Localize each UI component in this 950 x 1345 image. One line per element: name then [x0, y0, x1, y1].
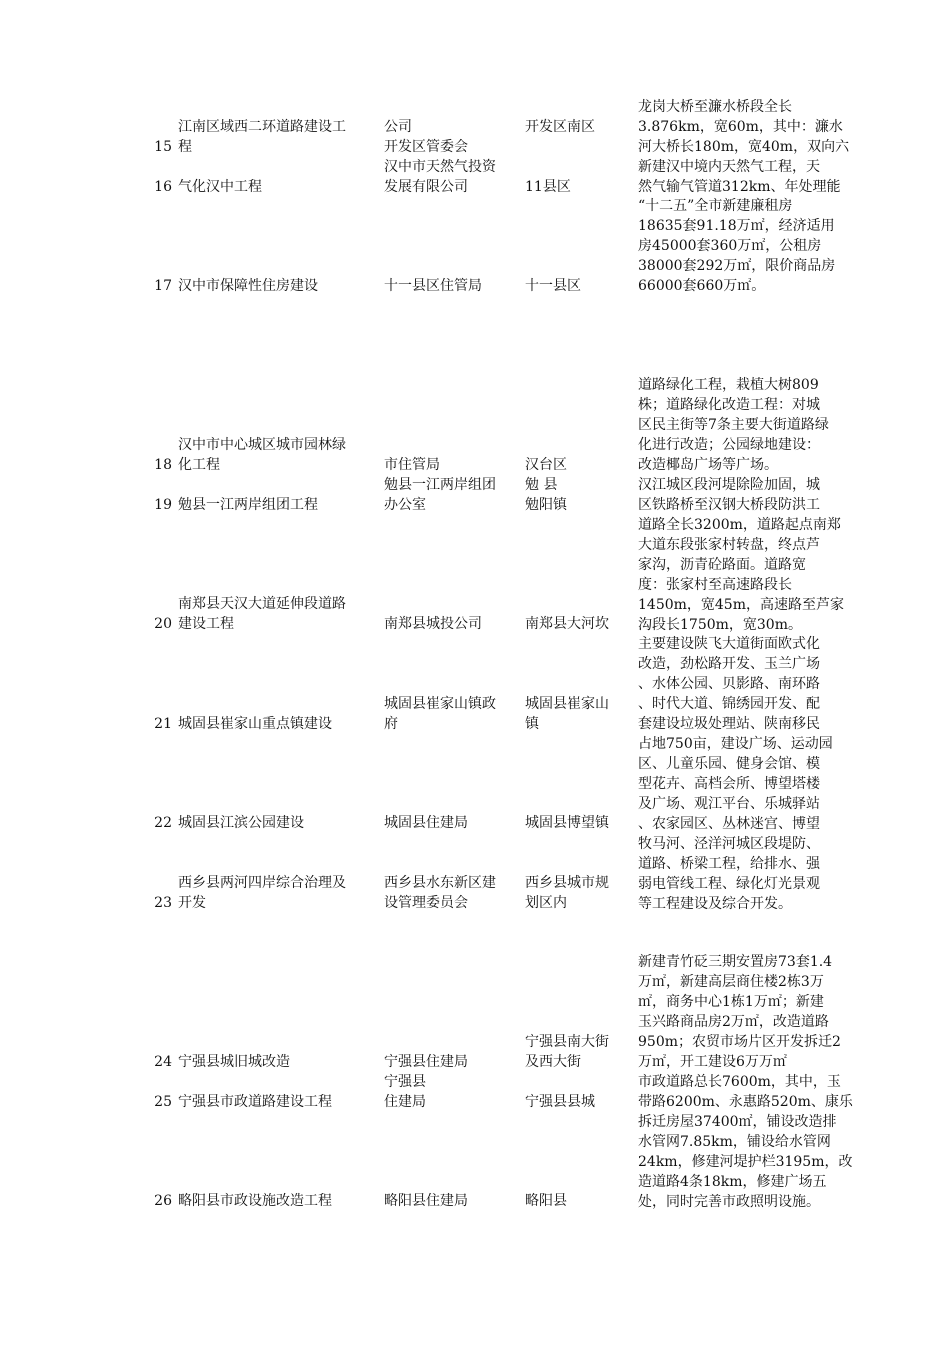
row-number: 22: [154, 815, 172, 831]
project-name: 宁强县市政道路建设工程: [178, 1094, 332, 1110]
description-line: 万㎡，开工建设6万万㎡: [638, 1054, 787, 1070]
project-name: 城固县江滨公园建设: [178, 815, 304, 831]
owner-unit: 略阳县住建局: [384, 1193, 468, 1209]
row-number: 17: [154, 278, 172, 294]
description-line: 汉江城区段河堤除险加固，城: [638, 477, 820, 493]
project-name: 汉中市中心城区城市园林绿 化工程: [178, 437, 346, 473]
project-location: 11县区: [525, 179, 571, 195]
owner-unit: 公司 开发区管委会: [384, 119, 468, 155]
row-number: 26: [154, 1193, 172, 1209]
description-line: 24km，修建河堤护栏3195m，改: [638, 1154, 853, 1170]
description-line: 牧马河、泾洋河城区段堤防、: [638, 836, 820, 852]
description-line: 改造椰岛广场等广场。: [638, 457, 778, 473]
description-line: 玉兴路商品房2万㎡，改造道路: [638, 1014, 829, 1030]
description-line: 万㎡，新建高层商住楼2栋3万: [638, 974, 824, 990]
description-line: 房45000套360万㎡，公租房: [638, 238, 822, 254]
row-number: 21: [154, 716, 172, 732]
owner-unit: 汉中市天然气投资 发展有限公司: [384, 159, 496, 195]
project-location: 城固县博望镇: [525, 815, 609, 831]
project-location: 勉 县 勉阳镇: [525, 477, 567, 513]
project-location: 城固县崔家山 镇: [525, 696, 609, 732]
owner-unit: 西乡县水东新区建 设管理委员会: [384, 875, 496, 911]
project-name: 西乡县两河四岸综合治理及 开发: [178, 875, 346, 911]
description-line: 等工程建设及综合开发。: [638, 896, 792, 912]
description-line: 度：张家村至高速路段长: [638, 577, 792, 593]
description-line: 18635套91.18万㎡，经济适用: [638, 218, 835, 234]
description-line: 带路6200m、永惠路520m、康乐: [638, 1094, 853, 1110]
project-location: 汉台区: [525, 457, 567, 473]
description-block: [638, 634, 860, 914]
description-block: [638, 952, 860, 1072]
row-number: 23: [154, 895, 172, 911]
owner-unit: 宁强县 住建局: [384, 1074, 426, 1110]
owner-unit: 市住管局: [384, 457, 440, 473]
row-number: 15: [154, 139, 172, 155]
project-name: 勉县一江两岸组团工程: [178, 497, 318, 513]
description-line: 型花卉、高档会所、博望塔楼: [638, 776, 820, 792]
description-line: 套建设垃圾处理站、陕南移民: [638, 716, 820, 732]
owner-unit: 宁强县住建局: [384, 1054, 468, 1070]
description-line: “十二五”全市新建廉租房: [638, 198, 793, 214]
row-number: 16: [154, 179, 172, 195]
description-line: 新建汉中境内天然气工程，天: [638, 159, 820, 175]
owner-unit: 城固县住建局: [384, 815, 468, 831]
description-line: 3.876km，宽60m，其中：濂水: [638, 119, 843, 135]
description-line: 河大桥长180m，宽40m，双向六: [638, 139, 850, 155]
description-line: 38000套292万㎡，限价商品房: [638, 258, 836, 274]
description-line: 株；道路绿化改造工程：对城: [638, 397, 820, 413]
description-line: 道路绿化工程，栽植大树809: [638, 377, 819, 393]
description-line: 区、儿童乐园、健身会馆、模: [638, 756, 820, 772]
description-line: 及广场、观江平台、乐城驿站: [638, 796, 820, 812]
project-location: 略阳县: [525, 1193, 567, 1209]
description-line: 950m；农贸市场片区开发拆迁2: [638, 1034, 841, 1050]
project-location: 宁强县南大街 及西大街: [525, 1034, 609, 1070]
description-line: 占地750亩，建设广场、运动园: [638, 736, 833, 752]
project-name: 气化汉中工程: [178, 179, 262, 195]
description-line: 沟段长1750m，宽30m。: [638, 617, 802, 633]
description-line: 大道东段张家村转盘，终点芦: [638, 537, 820, 553]
description-line: 、水体公园、贝影路、南环路: [638, 676, 820, 692]
description-block: [638, 157, 860, 197]
description-line: 新建青竹砭三期安置房73套1.4: [638, 954, 833, 970]
owner-unit: 南郑县城投公司: [384, 616, 482, 632]
description-block: [638, 375, 860, 475]
description-line: 龙岗大桥至濂水桥段全长: [638, 99, 792, 115]
row-number: 24: [154, 1054, 172, 1070]
description-block: [638, 97, 860, 157]
project-location: 开发区南区: [525, 119, 595, 135]
owner-unit: 城固县崔家山镇政 府: [384, 696, 496, 732]
description-line: 道路全长3200m，道路起点南郑: [638, 517, 841, 533]
row-number: 25: [154, 1094, 172, 1110]
description-line: 、农家园区、丛林迷宫、博望: [638, 816, 820, 832]
description-line: 市政道路总长7600m，其中，玉: [638, 1074, 841, 1090]
description-line: 造道路4条18km，修建广场五: [638, 1174, 827, 1190]
description-line: 区铁路桥至汉钢大桥段防洪工: [638, 497, 820, 513]
project-location: 南郑县大河坎: [525, 616, 609, 632]
project-location: 十一县区: [525, 278, 581, 294]
description-line: 化进行改造；公园绿地建设：: [638, 437, 820, 453]
project-name: 汉中市保障性住房建设: [178, 278, 318, 294]
description-line: 道路、桥梁工程，给排水、强: [638, 856, 820, 872]
description-block: [638, 196, 860, 296]
project-name: 南郑县天汉大道延伸段道路 建设工程: [178, 596, 346, 632]
description-line: ㎡，商务中心1栋1万㎡；新建: [638, 994, 824, 1010]
project-name: 略阳县市政设施改造工程: [178, 1193, 332, 1209]
description-line: 然气输气管道312km、年处理能: [638, 179, 841, 195]
description-line: 改造，劲松路开发、玉兰广场: [638, 656, 820, 672]
project-location: 西乡县城市规 划区内: [525, 875, 609, 911]
description-block: [638, 475, 860, 635]
description-line: 主要建设陕飞大道街面欧式化: [638, 636, 820, 652]
project-location: 宁强县县城: [525, 1094, 595, 1110]
description-line: 1450m，宽45m，高速路至芦家: [638, 597, 844, 613]
row-number: 20: [154, 616, 172, 632]
project-name: 城固县崔家山重点镇建设: [178, 716, 332, 732]
row-number: 19: [154, 497, 172, 513]
description-line: 、时代大道、锦绣园开发、配: [638, 696, 820, 712]
description-line: 家沟，沥青砼路面。道路宽: [638, 557, 806, 573]
description-line: 处，同时完善市政照明设施。: [638, 1194, 820, 1210]
description-line: 66000套660万㎡。: [638, 278, 766, 294]
owner-unit: 十一县区住管局: [384, 278, 482, 294]
description-line: 拆迁房屋37400㎡，铺设改造排: [638, 1114, 837, 1130]
row-number: 18: [154, 457, 172, 473]
project-name: 江南区域西二环道路建设工 程: [178, 119, 346, 155]
description-line: 区民主街等7条主要大街道路绿: [638, 417, 829, 433]
description-line: 水管网7.85km，铺设给水管网: [638, 1134, 831, 1150]
description-block: [638, 1072, 860, 1212]
owner-unit: 勉县一江两岸组团 办公室: [384, 477, 496, 513]
project-name: 宁强县城旧城改造: [178, 1054, 290, 1070]
description-line: 弱电管线工程、绿化灯光景观: [638, 876, 820, 892]
